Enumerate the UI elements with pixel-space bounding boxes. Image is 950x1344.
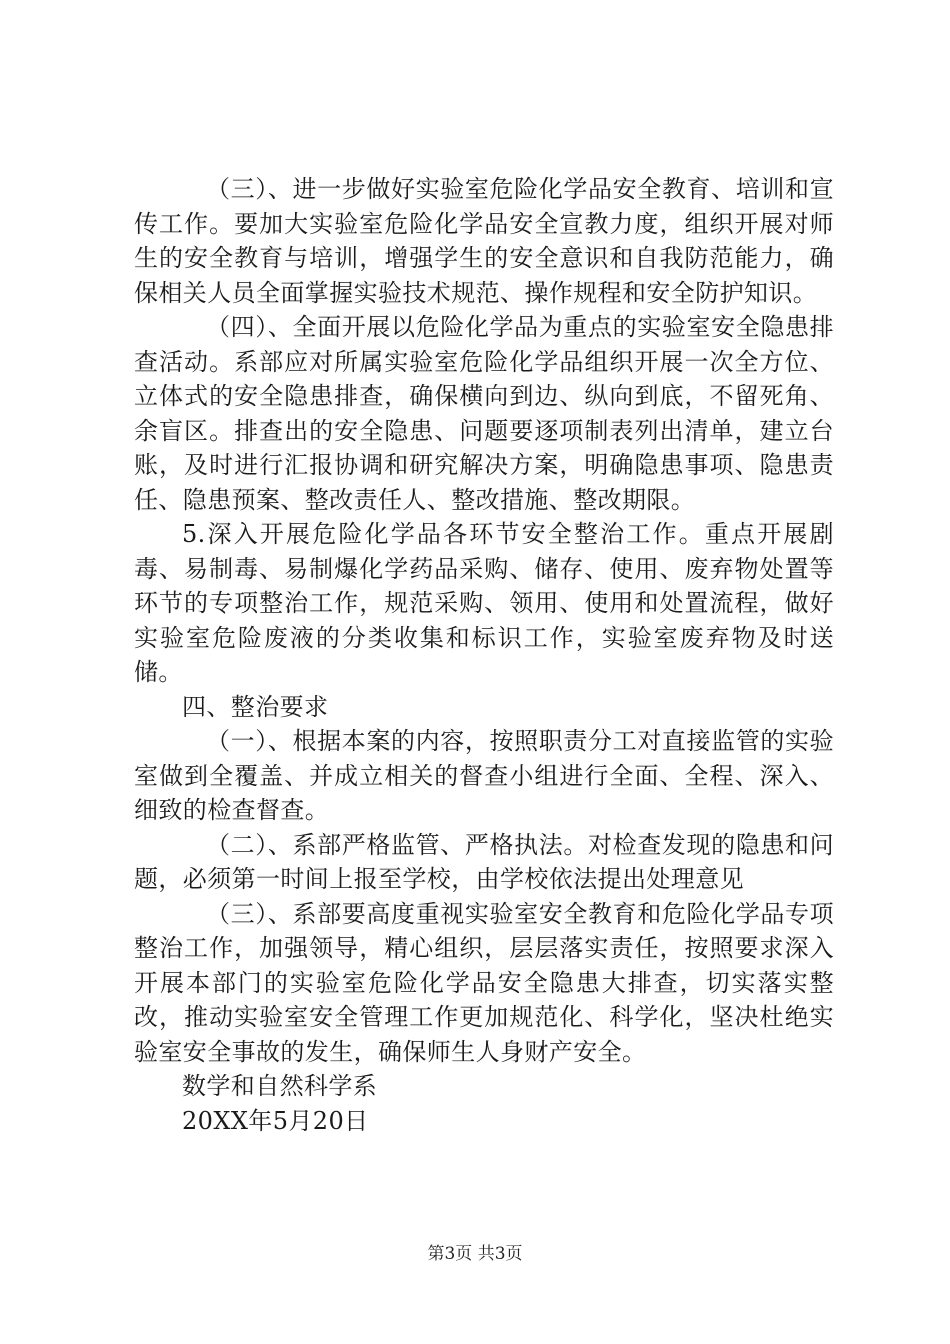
signature-department: 数学和自然科学系: [182, 1072, 378, 1100]
paragraph-safety-education: （三）、进一步做好实验室危险化学品安全教育、培训和宣传工作。要加大实验室危险化学品安全宣教力度，组织开展对师生的安全教育与培训，增强学生的安全意识和自我防范能力，确保相关人员全面掌握实验技术规范、操作规程和安全防护知识。: [134, 175, 834, 307]
page-number-footer: 第3页 共3页: [427, 1244, 523, 1264]
document-body: [134, 172, 834, 1138]
section-heading-requirements: 四、整治要求: [182, 692, 329, 721]
paragraph-requirement-1: （一）、根据本案的内容，按照职责分工对直接监管的实验室做到全覆盖、并成立相关的督查小组进行全面、全程、深入、细致的检查督查。: [134, 727, 834, 824]
paragraph-requirement-3: （三）、系部要高度重视实验室安全教育和危险化学品专项整治工作，加强领导，精心组织，层层落实责任，按照要求深入开展本部门的实验室危险化学品安全隐患大排查，切实落实整改，推动实验室安全管理工作更加规范化、科学化，坚决杜绝实验室安全事故的发生，确保师生人身财产安全。: [134, 899, 834, 1066]
paragraph-rectification-work: 5.深入开展危险化学品各环节安全整治工作。重点开展剧毒、易制毒、易制爆化学药品采购、储存、使用、废弃物处置等环节的专项整治工作，规范采购、领用、使用和处置流程，做好实验室危险废液的分类收集和标识工作，实验室废弃物及时送储。: [134, 520, 834, 686]
paragraph-hazard-inspection: （四）、全面开展以危险化学品为重点的实验室安全隐患排查活动。系部应对所属实验室危险化学品组织开展一次全方位、立体式的安全隐患排查，确保横向到边、纵向到底，不留死角、余盲区。排查出的安全隐患、问题要逐项制表列出清单，建立台账，及时进行汇报协调和研究解决方案，明确隐患事项、隐患责任、隐患预案、整改责任人、整改措施、整改期限。: [134, 313, 834, 514]
paragraph-requirement-2: （二）、系部严格监管、严格执法。对检查发现的隐患和问题，必须第一时间上报至学校，由学校依法提出处理意见: [134, 830, 834, 893]
signature-date: 20XX年5月20日: [182, 1106, 369, 1135]
